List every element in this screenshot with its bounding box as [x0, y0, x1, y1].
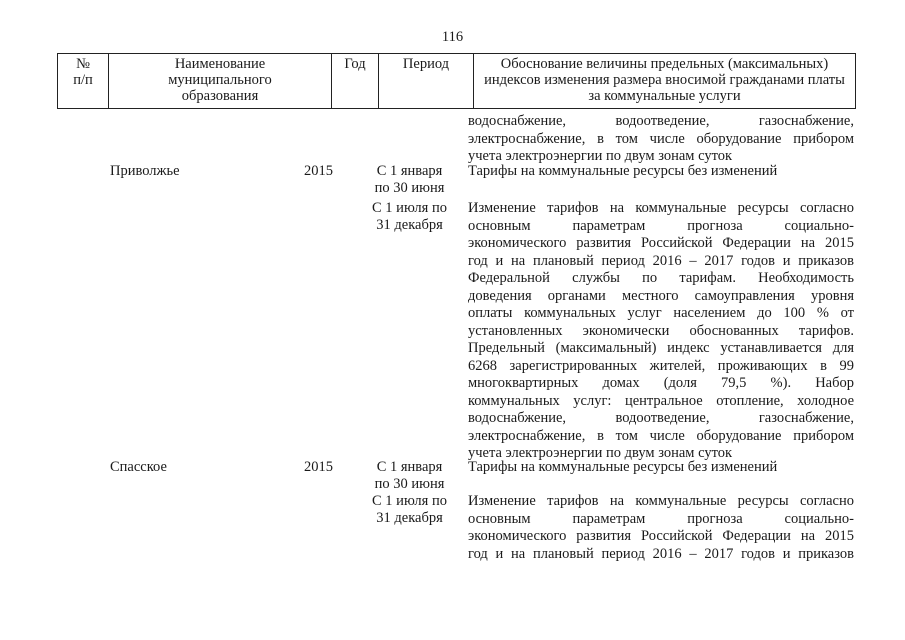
basis-line: водоснабжение, водоотведение, газоснабжение,: [468, 113, 854, 129]
basis-line: Изменение тарифов на коммунальные ресурсы согласно: [468, 200, 854, 216]
period-second-half: [366, 200, 453, 234]
period-line: С 1 января: [376, 459, 443, 475]
period-line: С 1 июля по: [372, 493, 447, 509]
municipality-name: Спасское: [110, 459, 167, 475]
basis-line: год и на плановый период 2016 – 2017 годов и приказов: [468, 252, 854, 269]
year-value: 2015: [304, 459, 333, 475]
page-number: 116: [441, 29, 464, 45]
header-number-column: № п/п: [73, 56, 93, 88]
basis-line: экономического развития Российской Федерации на 2015: [468, 235, 854, 251]
continuation-basis: [468, 113, 854, 166]
basis-line: установленных экономически обоснованных тарифов.: [468, 322, 854, 339]
header-basis-column: Обоснование величины предельных (максимальных) индексов изменения размера вносимой гражданами платы за коммунальные услуги: [473, 54, 855, 108]
period-line: по 30 июня: [374, 180, 445, 196]
basis-first-half: [468, 163, 854, 181]
basis-line: экономического развития Российской Федерации на 2015: [468, 528, 854, 544]
basis-line: основным параметрам прогноза социально-: [468, 510, 854, 527]
header-municipality-column: Наименование муниципального образования: [108, 54, 331, 108]
basis-line: учета электроэнергии по двум зонам суток: [468, 445, 733, 461]
basis-line: Предельный (максимальный) индекс устанавливается для: [468, 340, 854, 356]
header-year-column: Год: [331, 54, 378, 108]
basis-line: электроснабжение, в том числе оборудование прибором: [468, 130, 854, 147]
period-first-half: [366, 459, 453, 493]
period-line: С 1 июля по: [372, 200, 447, 216]
basis-line: оплаты коммунальных услуг населением до 100 % от: [468, 305, 854, 321]
basis-line: электроснабжение, в том числе оборудование прибором: [468, 427, 854, 444]
period-line: по 30 июня: [374, 476, 445, 492]
basis-line: коммунальных услуг: центральное отопление, холодное: [468, 392, 854, 409]
table-header: [57, 53, 856, 109]
basis-line: 6268 зарегистрированных жителей, проживающих в 99: [468, 357, 854, 374]
basis-line: Тарифы на коммунальные ресурсы без изменений: [468, 459, 778, 475]
period-line: 31 декабря: [376, 510, 443, 526]
basis-line: Федеральной службы по тарифам. Необходимость: [468, 270, 854, 286]
basis-line: учета электроэнергии по двум зонам суток: [468, 148, 733, 164]
period-line: 31 декабря: [376, 217, 443, 233]
period-line: С 1 января: [376, 163, 443, 179]
period-second-half: [366, 493, 453, 527]
basis-line: Изменение тарифов на коммунальные ресурсы согласно: [468, 493, 854, 509]
municipality-name: Приволжье: [110, 163, 180, 179]
basis-second-half: [468, 200, 854, 463]
basis-second-half: [468, 493, 854, 563]
basis-line: водоснабжение, водоотведение, газоснабжение,: [468, 410, 854, 426]
basis-line: год и на плановый период 2016 – 2017 годов и приказов: [468, 545, 854, 562]
header-period-column: Период: [378, 54, 473, 108]
basis-line: основным параметрам прогноза социально-: [468, 217, 854, 234]
basis-line: доведения органами местного самоуправления уровня: [468, 287, 854, 304]
period-first-half: [366, 163, 453, 197]
year-value: 2015: [304, 163, 333, 179]
basis-line: многоквартирных домах (доля 79,5 %). Набор: [468, 375, 854, 391]
basis-line: Тарифы на коммунальные ресурсы без изменений: [468, 163, 778, 179]
basis-first-half: [468, 459, 854, 477]
